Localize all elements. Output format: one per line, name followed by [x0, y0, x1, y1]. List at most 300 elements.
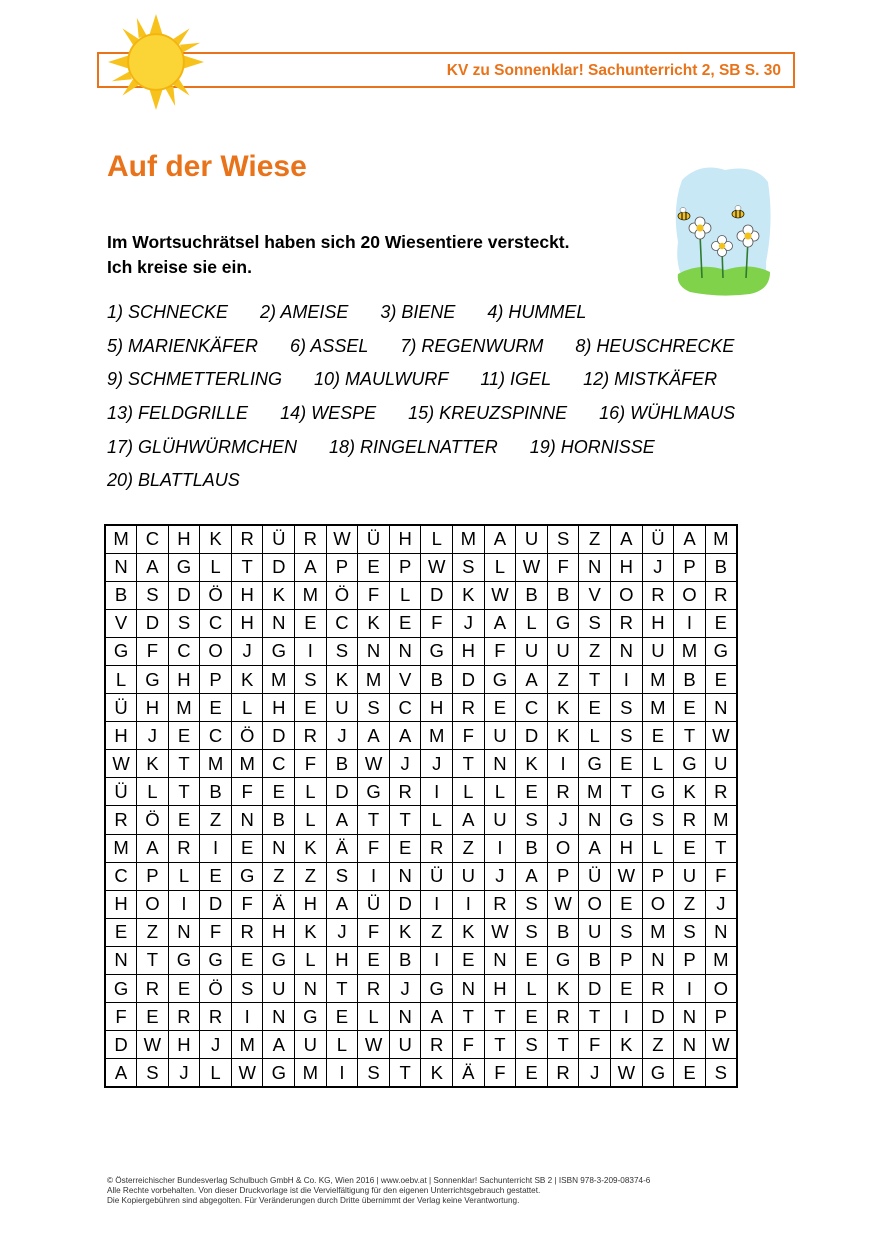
grid-cell[interactable]: G: [579, 750, 611, 778]
grid-cell[interactable]: O: [674, 581, 706, 609]
grid-cell[interactable]: J: [231, 637, 263, 665]
grid-cell[interactable]: V: [579, 581, 611, 609]
grid-cell[interactable]: K: [674, 778, 706, 806]
grid-cell[interactable]: I: [611, 1003, 643, 1031]
grid-cell[interactable]: D: [642, 1003, 674, 1031]
grid-cell[interactable]: Ü: [105, 778, 137, 806]
grid-cell[interactable]: N: [389, 862, 421, 890]
grid-cell[interactable]: H: [421, 694, 453, 722]
grid-cell[interactable]: P: [137, 862, 169, 890]
grid-cell[interactable]: A: [137, 553, 169, 581]
grid-cell[interactable]: E: [105, 918, 137, 946]
grid-cell[interactable]: D: [263, 722, 295, 750]
grid-cell[interactable]: S: [611, 694, 643, 722]
grid-cell[interactable]: I: [484, 834, 516, 862]
grid-cell[interactable]: G: [642, 1059, 674, 1087]
grid-cell[interactable]: L: [137, 778, 169, 806]
grid-cell[interactable]: K: [547, 694, 579, 722]
grid-cell[interactable]: K: [231, 665, 263, 693]
grid-cell[interactable]: B: [326, 750, 358, 778]
grid-cell[interactable]: Ö: [231, 722, 263, 750]
grid-cell[interactable]: K: [326, 665, 358, 693]
grid-cell[interactable]: N: [674, 1031, 706, 1059]
grid-cell[interactable]: G: [421, 975, 453, 1003]
grid-cell[interactable]: T: [168, 778, 200, 806]
grid-cell[interactable]: T: [453, 1003, 485, 1031]
grid-cell[interactable]: C: [137, 525, 169, 553]
grid-cell[interactable]: F: [231, 778, 263, 806]
grid-cell[interactable]: C: [200, 722, 232, 750]
grid-cell[interactable]: M: [295, 1059, 327, 1087]
grid-cell[interactable]: L: [105, 665, 137, 693]
grid-cell[interactable]: T: [674, 722, 706, 750]
grid-cell[interactable]: H: [295, 890, 327, 918]
grid-cell[interactable]: G: [484, 665, 516, 693]
grid-cell[interactable]: N: [453, 975, 485, 1003]
grid-cell[interactable]: I: [200, 834, 232, 862]
grid-cell[interactable]: A: [516, 862, 548, 890]
grid-cell[interactable]: E: [642, 722, 674, 750]
grid-cell[interactable]: H: [389, 525, 421, 553]
grid-cell[interactable]: N: [705, 918, 737, 946]
grid-cell[interactable]: R: [611, 609, 643, 637]
grid-cell[interactable]: K: [358, 609, 390, 637]
grid-cell[interactable]: H: [168, 665, 200, 693]
grid-cell[interactable]: K: [137, 750, 169, 778]
grid-cell[interactable]: L: [421, 806, 453, 834]
grid-cell[interactable]: H: [168, 525, 200, 553]
grid-cell[interactable]: U: [389, 1031, 421, 1059]
grid-cell[interactable]: S: [358, 694, 390, 722]
grid-cell[interactable]: V: [105, 609, 137, 637]
grid-cell[interactable]: G: [295, 1003, 327, 1031]
grid-cell[interactable]: R: [705, 778, 737, 806]
grid-cell[interactable]: J: [200, 1031, 232, 1059]
grid-cell[interactable]: E: [168, 806, 200, 834]
grid-cell[interactable]: P: [200, 665, 232, 693]
grid-cell[interactable]: R: [295, 525, 327, 553]
grid-cell[interactable]: R: [705, 581, 737, 609]
grid-cell[interactable]: W: [611, 862, 643, 890]
grid-cell[interactable]: T: [231, 553, 263, 581]
grid-cell[interactable]: Ö: [326, 581, 358, 609]
grid-cell[interactable]: P: [547, 862, 579, 890]
grid-cell[interactable]: Z: [547, 665, 579, 693]
grid-cell[interactable]: T: [137, 946, 169, 974]
grid-cell[interactable]: Ü: [358, 525, 390, 553]
grid-cell[interactable]: S: [547, 525, 579, 553]
grid-cell[interactable]: E: [516, 778, 548, 806]
grid-cell[interactable]: W: [516, 553, 548, 581]
grid-cell[interactable]: S: [611, 722, 643, 750]
grid-cell[interactable]: R: [674, 806, 706, 834]
grid-cell[interactable]: T: [579, 665, 611, 693]
grid-cell[interactable]: J: [137, 722, 169, 750]
grid-cell[interactable]: Ü: [358, 890, 390, 918]
grid-cell[interactable]: E: [200, 862, 232, 890]
grid-cell[interactable]: Ü: [263, 525, 295, 553]
grid-cell[interactable]: H: [105, 722, 137, 750]
grid-cell[interactable]: G: [705, 637, 737, 665]
grid-cell[interactable]: M: [263, 665, 295, 693]
grid-cell[interactable]: U: [453, 862, 485, 890]
grid-cell[interactable]: G: [105, 975, 137, 1003]
grid-cell[interactable]: Z: [674, 890, 706, 918]
grid-cell[interactable]: F: [231, 890, 263, 918]
grid-cell[interactable]: H: [484, 975, 516, 1003]
grid-cell[interactable]: O: [137, 890, 169, 918]
grid-cell[interactable]: N: [579, 806, 611, 834]
grid-cell[interactable]: L: [168, 862, 200, 890]
grid-cell[interactable]: E: [516, 1059, 548, 1087]
grid-cell[interactable]: G: [547, 609, 579, 637]
grid-cell[interactable]: M: [674, 637, 706, 665]
grid-cell[interactable]: K: [389, 918, 421, 946]
grid-cell[interactable]: H: [105, 890, 137, 918]
grid-cell[interactable]: H: [263, 918, 295, 946]
grid-cell[interactable]: L: [453, 778, 485, 806]
grid-cell[interactable]: U: [484, 722, 516, 750]
grid-cell[interactable]: H: [168, 1031, 200, 1059]
grid-cell[interactable]: Ü: [642, 525, 674, 553]
grid-cell[interactable]: M: [642, 918, 674, 946]
grid-cell[interactable]: E: [389, 609, 421, 637]
grid-cell[interactable]: R: [453, 694, 485, 722]
grid-cell[interactable]: S: [516, 918, 548, 946]
grid-cell[interactable]: J: [389, 975, 421, 1003]
grid-cell[interactable]: R: [642, 581, 674, 609]
grid-cell[interactable]: E: [579, 694, 611, 722]
grid-cell[interactable]: B: [516, 581, 548, 609]
grid-cell[interactable]: E: [263, 778, 295, 806]
grid-cell[interactable]: F: [200, 918, 232, 946]
grid-cell[interactable]: K: [295, 918, 327, 946]
grid-cell[interactable]: F: [358, 581, 390, 609]
grid-cell[interactable]: M: [705, 525, 737, 553]
grid-cell[interactable]: R: [105, 806, 137, 834]
grid-cell[interactable]: N: [642, 946, 674, 974]
grid-cell[interactable]: J: [579, 1059, 611, 1087]
grid-cell[interactable]: U: [579, 918, 611, 946]
grid-cell[interactable]: G: [358, 778, 390, 806]
grid-cell[interactable]: E: [326, 1003, 358, 1031]
grid-cell[interactable]: E: [295, 609, 327, 637]
grid-cell[interactable]: T: [389, 806, 421, 834]
grid-cell[interactable]: K: [295, 834, 327, 862]
grid-cell[interactable]: S: [295, 665, 327, 693]
grid-cell[interactable]: Z: [137, 918, 169, 946]
grid-cell[interactable]: I: [421, 890, 453, 918]
grid-cell[interactable]: A: [611, 525, 643, 553]
grid-cell[interactable]: J: [642, 553, 674, 581]
grid-cell[interactable]: F: [358, 834, 390, 862]
grid-cell[interactable]: S: [168, 609, 200, 637]
grid-cell[interactable]: S: [516, 806, 548, 834]
grid-cell[interactable]: I: [421, 946, 453, 974]
grid-cell[interactable]: R: [547, 778, 579, 806]
grid-cell[interactable]: K: [453, 918, 485, 946]
grid-cell[interactable]: Z: [579, 637, 611, 665]
grid-cell[interactable]: I: [453, 890, 485, 918]
grid-cell[interactable]: E: [295, 694, 327, 722]
grid-cell[interactable]: L: [326, 1031, 358, 1059]
grid-cell[interactable]: B: [263, 806, 295, 834]
grid-cell[interactable]: N: [611, 637, 643, 665]
grid-cell[interactable]: E: [611, 750, 643, 778]
grid-cell[interactable]: J: [547, 806, 579, 834]
grid-cell[interactable]: G: [611, 806, 643, 834]
grid-cell[interactable]: B: [579, 946, 611, 974]
grid-cell[interactable]: M: [642, 694, 674, 722]
grid-cell[interactable]: L: [200, 1059, 232, 1087]
grid-cell[interactable]: N: [263, 834, 295, 862]
grid-cell[interactable]: H: [263, 694, 295, 722]
grid-cell[interactable]: E: [611, 975, 643, 1003]
grid-cell[interactable]: N: [168, 918, 200, 946]
grid-cell[interactable]: Z: [295, 862, 327, 890]
grid-cell[interactable]: U: [516, 637, 548, 665]
grid-cell[interactable]: S: [137, 581, 169, 609]
grid-cell[interactable]: S: [326, 637, 358, 665]
grid-cell[interactable]: M: [579, 778, 611, 806]
grid-cell[interactable]: S: [611, 918, 643, 946]
grid-cell[interactable]: K: [547, 975, 579, 1003]
grid-cell[interactable]: L: [579, 722, 611, 750]
grid-cell[interactable]: Ü: [579, 862, 611, 890]
grid-cell[interactable]: Z: [200, 806, 232, 834]
grid-cell[interactable]: K: [200, 525, 232, 553]
grid-cell[interactable]: T: [579, 1003, 611, 1031]
grid-cell[interactable]: I: [674, 609, 706, 637]
grid-cell[interactable]: O: [200, 637, 232, 665]
grid-cell[interactable]: G: [674, 750, 706, 778]
grid-cell[interactable]: W: [358, 750, 390, 778]
grid-cell[interactable]: E: [674, 694, 706, 722]
grid-cell[interactable]: O: [579, 890, 611, 918]
grid-cell[interactable]: I: [611, 665, 643, 693]
grid-cell[interactable]: R: [547, 1059, 579, 1087]
grid-cell[interactable]: G: [168, 553, 200, 581]
grid-cell[interactable]: W: [547, 890, 579, 918]
grid-cell[interactable]: S: [453, 553, 485, 581]
grid-cell[interactable]: M: [105, 834, 137, 862]
grid-cell[interactable]: L: [484, 778, 516, 806]
grid-cell[interactable]: N: [705, 694, 737, 722]
grid-cell[interactable]: L: [295, 946, 327, 974]
grid-cell[interactable]: H: [453, 637, 485, 665]
grid-cell[interactable]: R: [421, 1031, 453, 1059]
grid-cell[interactable]: G: [137, 665, 169, 693]
grid-cell[interactable]: A: [326, 806, 358, 834]
grid-cell[interactable]: G: [263, 637, 295, 665]
grid-cell[interactable]: L: [295, 806, 327, 834]
grid-cell[interactable]: P: [611, 946, 643, 974]
grid-cell[interactable]: V: [389, 665, 421, 693]
grid-cell[interactable]: S: [579, 609, 611, 637]
grid-cell[interactable]: I: [231, 1003, 263, 1031]
grid-cell[interactable]: A: [389, 722, 421, 750]
grid-cell[interactable]: K: [453, 581, 485, 609]
grid-cell[interactable]: G: [547, 946, 579, 974]
grid-cell[interactable]: M: [231, 1031, 263, 1059]
grid-cell[interactable]: S: [516, 890, 548, 918]
grid-cell[interactable]: J: [484, 862, 516, 890]
grid-cell[interactable]: L: [358, 1003, 390, 1031]
grid-cell[interactable]: M: [231, 750, 263, 778]
grid-cell[interactable]: F: [453, 1031, 485, 1059]
grid-cell[interactable]: H: [611, 834, 643, 862]
grid-cell[interactable]: I: [674, 975, 706, 1003]
grid-cell[interactable]: C: [516, 694, 548, 722]
grid-cell[interactable]: E: [231, 946, 263, 974]
grid-cell[interactable]: O: [642, 890, 674, 918]
grid-cell[interactable]: C: [263, 750, 295, 778]
grid-cell[interactable]: S: [674, 918, 706, 946]
grid-cell[interactable]: S: [516, 1031, 548, 1059]
grid-cell[interactable]: W: [484, 918, 516, 946]
grid-cell[interactable]: I: [421, 778, 453, 806]
grid-cell[interactable]: U: [295, 1031, 327, 1059]
grid-cell[interactable]: S: [231, 975, 263, 1003]
grid-cell[interactable]: U: [547, 637, 579, 665]
grid-cell[interactable]: A: [453, 806, 485, 834]
grid-cell[interactable]: E: [611, 890, 643, 918]
grid-cell[interactable]: A: [137, 834, 169, 862]
grid-cell[interactable]: M: [705, 946, 737, 974]
grid-cell[interactable]: R: [168, 1003, 200, 1031]
grid-cell[interactable]: L: [231, 694, 263, 722]
grid-cell[interactable]: B: [200, 778, 232, 806]
grid-cell[interactable]: T: [705, 834, 737, 862]
grid-cell[interactable]: U: [484, 806, 516, 834]
grid-cell[interactable]: T: [547, 1031, 579, 1059]
grid-cell[interactable]: F: [705, 862, 737, 890]
grid-cell[interactable]: N: [295, 975, 327, 1003]
grid-cell[interactable]: E: [516, 946, 548, 974]
grid-cell[interactable]: E: [453, 946, 485, 974]
grid-cell[interactable]: Ö: [200, 581, 232, 609]
grid-cell[interactable]: T: [453, 750, 485, 778]
grid-cell[interactable]: N: [263, 609, 295, 637]
grid-cell[interactable]: Ä: [326, 834, 358, 862]
grid-cell[interactable]: N: [389, 1003, 421, 1031]
grid-cell[interactable]: D: [421, 581, 453, 609]
grid-cell[interactable]: B: [105, 581, 137, 609]
grid-cell[interactable]: D: [137, 609, 169, 637]
grid-cell[interactable]: A: [326, 890, 358, 918]
grid-cell[interactable]: W: [358, 1031, 390, 1059]
grid-cell[interactable]: R: [358, 975, 390, 1003]
grid-cell[interactable]: E: [674, 834, 706, 862]
grid-cell[interactable]: G: [642, 778, 674, 806]
grid-cell[interactable]: B: [705, 553, 737, 581]
grid-cell[interactable]: J: [453, 609, 485, 637]
grid-cell[interactable]: M: [105, 525, 137, 553]
grid-cell[interactable]: B: [547, 581, 579, 609]
grid-cell[interactable]: G: [263, 1059, 295, 1087]
grid-cell[interactable]: J: [326, 918, 358, 946]
grid-cell[interactable]: T: [326, 975, 358, 1003]
grid-cell[interactable]: H: [137, 694, 169, 722]
grid-cell[interactable]: N: [105, 553, 137, 581]
grid-cell[interactable]: E: [705, 665, 737, 693]
grid-cell[interactable]: M: [642, 665, 674, 693]
grid-cell[interactable]: E: [358, 946, 390, 974]
grid-cell[interactable]: P: [389, 553, 421, 581]
grid-cell[interactable]: Ö: [137, 806, 169, 834]
grid-cell[interactable]: E: [231, 834, 263, 862]
grid-cell[interactable]: R: [168, 834, 200, 862]
grid-cell[interactable]: L: [421, 525, 453, 553]
grid-cell[interactable]: R: [295, 722, 327, 750]
grid-cell[interactable]: K: [263, 581, 295, 609]
grid-cell[interactable]: W: [484, 581, 516, 609]
grid-cell[interactable]: J: [389, 750, 421, 778]
grid-cell[interactable]: A: [579, 834, 611, 862]
grid-cell[interactable]: F: [358, 918, 390, 946]
grid-cell[interactable]: I: [358, 862, 390, 890]
grid-cell[interactable]: G: [200, 946, 232, 974]
grid-cell[interactable]: Z: [579, 525, 611, 553]
grid-cell[interactable]: H: [642, 609, 674, 637]
grid-cell[interactable]: T: [389, 1059, 421, 1087]
grid-cell[interactable]: D: [326, 778, 358, 806]
grid-cell[interactable]: M: [705, 806, 737, 834]
grid-cell[interactable]: K: [547, 722, 579, 750]
grid-cell[interactable]: S: [642, 806, 674, 834]
grid-cell[interactable]: P: [674, 553, 706, 581]
grid-cell[interactable]: P: [705, 1003, 737, 1031]
grid-cell[interactable]: T: [484, 1003, 516, 1031]
grid-cell[interactable]: F: [137, 637, 169, 665]
grid-cell[interactable]: Ä: [453, 1059, 485, 1087]
grid-cell[interactable]: Ä: [263, 890, 295, 918]
grid-cell[interactable]: R: [200, 1003, 232, 1031]
grid-cell[interactable]: J: [168, 1059, 200, 1087]
grid-cell[interactable]: E: [200, 694, 232, 722]
grid-cell[interactable]: W: [137, 1031, 169, 1059]
grid-cell[interactable]: M: [453, 525, 485, 553]
grid-cell[interactable]: L: [516, 609, 548, 637]
grid-cell[interactable]: N: [105, 946, 137, 974]
grid-cell[interactable]: I: [168, 890, 200, 918]
grid-cell[interactable]: E: [674, 1059, 706, 1087]
grid-cell[interactable]: R: [137, 975, 169, 1003]
grid-cell[interactable]: G: [231, 862, 263, 890]
grid-cell[interactable]: W: [611, 1059, 643, 1087]
grid-cell[interactable]: B: [389, 946, 421, 974]
grid-cell[interactable]: L: [295, 778, 327, 806]
grid-cell[interactable]: N: [674, 1003, 706, 1031]
grid-cell[interactable]: P: [642, 862, 674, 890]
grid-cell[interactable]: S: [137, 1059, 169, 1087]
grid-cell[interactable]: L: [200, 553, 232, 581]
grid-cell[interactable]: M: [421, 722, 453, 750]
grid-cell[interactable]: C: [168, 637, 200, 665]
grid-cell[interactable]: Ö: [200, 975, 232, 1003]
grid-cell[interactable]: D: [263, 553, 295, 581]
grid-cell[interactable]: N: [263, 1003, 295, 1031]
grid-cell[interactable]: T: [168, 750, 200, 778]
grid-cell[interactable]: O: [611, 581, 643, 609]
grid-cell[interactable]: B: [547, 918, 579, 946]
grid-cell[interactable]: S: [358, 1059, 390, 1087]
grid-cell[interactable]: I: [326, 1059, 358, 1087]
grid-cell[interactable]: S: [705, 1059, 737, 1087]
grid-cell[interactable]: R: [484, 890, 516, 918]
grid-cell[interactable]: Ü: [421, 862, 453, 890]
grid-cell[interactable]: N: [579, 553, 611, 581]
